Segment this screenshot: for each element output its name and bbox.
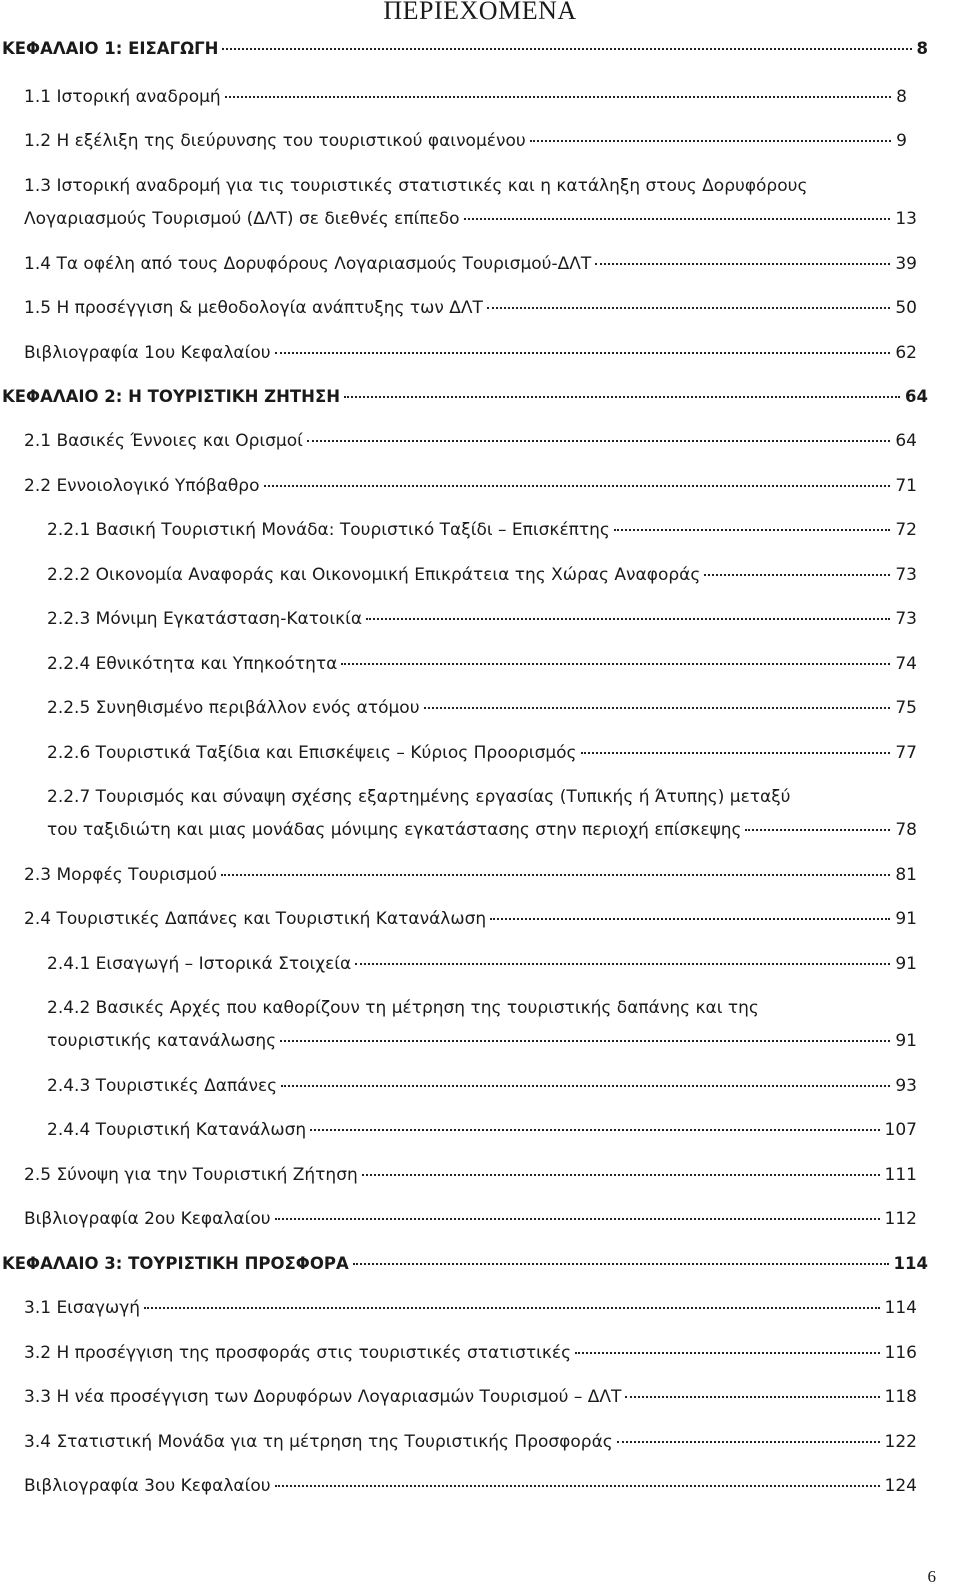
toc-entry-bibliography-1[interactable] xyxy=(24,342,917,364)
toc-entry-title: Λογαριασμούς Τουρισμού (ΔΛΤ) σε διεθνές επίπεδο xyxy=(24,209,460,229)
toc-entry-title: 1.2 Η εξέλιξη της διεύρυνσης του τουριστικού φαινομένου xyxy=(24,131,526,151)
leader-dots xyxy=(144,1307,880,1309)
toc-entry-2-2-1[interactable] xyxy=(47,519,917,541)
page-number: 6 xyxy=(927,1567,936,1586)
toc-entry-page: 91 xyxy=(895,909,917,929)
toc-entry-title: 2.2.2 Οικονομία Αναφοράς και Οικονομική Επικράτεια της Χώρας Αναφοράς xyxy=(47,565,701,585)
toc-entry-2-2-5[interactable] xyxy=(47,697,917,719)
toc-entry-2-2-2[interactable] xyxy=(47,564,917,586)
toc-entry-title: 2.1 Βασικές Έννοιες και Ορισμοί xyxy=(24,431,303,451)
leader-dots xyxy=(221,874,890,876)
toc-entry-bibliography-2[interactable] xyxy=(24,1208,917,1230)
leader-dots xyxy=(575,1352,879,1354)
leader-dots xyxy=(310,1129,879,1131)
toc-entry-title: του ταξιδιώτη και μιας μονάδας μόνιμης εγκατάστασης στην περιοχή επίσκεψης xyxy=(47,820,742,840)
toc-entry-title: 2.4.3 Τουριστικές Δαπάνες xyxy=(47,1076,278,1096)
toc-entry-1-2[interactable] xyxy=(24,130,907,152)
leader-dots xyxy=(614,529,891,531)
toc-entry-2-4-4[interactable] xyxy=(47,1119,917,1141)
leader-dots xyxy=(344,396,900,398)
toc-entry-title: 1.3 Ιστορική αναδρομή για τις τουριστικές στατιστικές και η κατάληξη στους Δορυφόρους xyxy=(24,176,808,196)
toc-entry-2-4-1[interactable] xyxy=(47,953,917,975)
toc-entry-page: 64 xyxy=(905,387,928,406)
toc-entry-title: 2.4.4 Τουριστική Κατανάλωση xyxy=(47,1120,307,1140)
toc-entry-page: 75 xyxy=(895,698,917,718)
toc-entry-2-4-2-cont[interactable] xyxy=(47,1030,917,1052)
toc-entry-page: 78 xyxy=(895,820,917,840)
leader-dots xyxy=(280,1040,890,1042)
leader-dots xyxy=(275,1218,880,1220)
toc-entry-page: 114 xyxy=(884,1298,917,1318)
leader-dots xyxy=(362,1174,880,1176)
toc-entry-page: 77 xyxy=(895,743,917,763)
leader-dots xyxy=(487,307,891,309)
toc-entry-2-1[interactable] xyxy=(24,430,917,452)
toc-entry-page: 114 xyxy=(893,1254,928,1273)
toc-entry-2-2-7[interactable] xyxy=(47,786,793,808)
toc-entry-page: 116 xyxy=(884,1343,917,1363)
toc-entry-title: 2.2.4 Εθνικότητα και Υπηκοότητα xyxy=(47,654,338,674)
leader-dots xyxy=(353,1263,889,1265)
leader-dots xyxy=(595,263,890,265)
toc-entry-1-3[interactable] xyxy=(24,175,809,197)
toc-entry-chapter-3[interactable] xyxy=(2,1253,928,1275)
toc-entry-page: 71 xyxy=(895,476,917,496)
toc-entry-title: 2.5 Σύνοψη για την Τουριστική Ζήτηση xyxy=(24,1165,358,1185)
leader-dots xyxy=(264,485,891,487)
toc-entry-1-5[interactable] xyxy=(24,297,917,319)
toc-entry-2-2-3[interactable] xyxy=(47,608,917,630)
toc-entry-title: Βιβλιογραφία 2ου Κεφαλαίου xyxy=(24,1209,271,1229)
toc-entry-3-3[interactable] xyxy=(24,1386,917,1408)
leader-dots xyxy=(275,352,891,354)
toc-entry-page: 81 xyxy=(895,865,917,885)
toc-entry-page: 91 xyxy=(895,954,917,974)
toc-entry-2-5[interactable] xyxy=(24,1164,917,1186)
toc-entry-page: 93 xyxy=(895,1076,917,1096)
toc-entry-page: 118 xyxy=(884,1387,917,1407)
toc-entry-page: 91 xyxy=(895,1031,917,1051)
leader-dots xyxy=(704,574,890,576)
leader-dots xyxy=(281,1085,890,1087)
toc-entry-page: 72 xyxy=(895,520,917,540)
leader-dots xyxy=(464,218,891,220)
toc-entry-page: 122 xyxy=(884,1432,917,1452)
toc-entry-2-3[interactable] xyxy=(24,864,917,886)
toc-entry-page: 107 xyxy=(884,1120,917,1140)
toc-entry-title: 2.2.6 Τουριστικά Ταξίδια και Επισκέψεις – Κύριος Προορισμός xyxy=(47,743,577,763)
toc-entry-chapter-1[interactable] xyxy=(2,38,928,60)
toc-entry-title: 2.2 Εννοιολογικό Υπόβαθρο xyxy=(24,476,260,496)
leader-dots xyxy=(225,96,891,98)
toc-entry-title: Βιβλιογραφία 1ου Κεφαλαίου xyxy=(24,343,271,363)
toc-entry-title: 2.3 Μορφές Τουρισμού xyxy=(24,865,218,885)
toc-entry-page: 74 xyxy=(895,654,917,674)
toc-entry-title: 2.4.1 Εισαγωγή – Ιστορικά Στοιχεία xyxy=(47,954,352,974)
toc-entry-2-2[interactable] xyxy=(24,475,917,497)
toc-entry-page: 50 xyxy=(895,298,917,318)
toc-entry-title: 1.4 Τα οφέλη από τους Δορυφόρους Λογαριασμούς Τουρισμού-ΔΛΤ xyxy=(24,254,592,274)
leader-dots xyxy=(625,1396,879,1398)
toc-entry-2-4-2[interactable] xyxy=(47,997,761,1019)
toc-entry-title: 3.1 Εισαγωγή xyxy=(24,1298,141,1318)
toc-entry-page: 8 xyxy=(916,39,928,58)
toc-entry-1-3-cont[interactable] xyxy=(24,208,917,230)
toc-entry-page: 9 xyxy=(896,131,907,151)
leader-dots xyxy=(275,1485,880,1487)
toc-entry-1-1[interactable] xyxy=(24,86,907,108)
leader-dots xyxy=(490,918,890,920)
toc-entry-chapter-2[interactable] xyxy=(2,386,928,408)
toc-entry-page: 13 xyxy=(895,209,917,229)
toc-entry-page: 62 xyxy=(895,343,917,363)
toc-entry-page: 111 xyxy=(884,1165,917,1185)
toc-entry-2-2-7-cont[interactable] xyxy=(47,819,917,841)
toc-entry-3-2[interactable] xyxy=(24,1342,917,1364)
toc-entry-page: 73 xyxy=(895,609,917,629)
toc-entry-title: 2.2.7 Τουρισμός και σύναψη σχέσης εξαρτημένης εργασίας (Τυπικής ή Άτυπης) μεταξύ xyxy=(47,787,791,807)
leader-dots xyxy=(617,1441,880,1443)
leader-dots xyxy=(581,752,891,754)
toc-entry-bibliography-3[interactable] xyxy=(24,1475,917,1497)
toc-entry-3-4[interactable] xyxy=(24,1431,917,1453)
toc-entry-2-2-4[interactable] xyxy=(47,653,917,675)
toc-entry-title: 3.3 Η νέα προσέγγιση των Δορυφόρων Λογαριασμών Τουρισμού – ΔΛΤ xyxy=(24,1387,622,1407)
toc-entry-title: ΚΕΦΑΛΑΙΟ 2: Η ΤΟΥΡΙΣΤΙΚΗ ΖΗΤΗΣΗ xyxy=(2,387,341,406)
leader-dots xyxy=(424,707,891,709)
toc-entry-title: 1.5 Η προσέγγιση & μεθοδολογία ανάπτυξης των ΔΛΤ xyxy=(24,298,483,318)
toc-entry-title: ΚΕΦΑΛΑΙΟ 3: ΤΟΥΡΙΣΤΙΚΗ ΠΡΟΣΦΟΡΑ xyxy=(2,1254,349,1273)
leader-dots xyxy=(341,663,890,665)
toc-entry-page: 112 xyxy=(884,1209,917,1229)
toc-entry-title: 1.1 Ιστορική αναδρομή xyxy=(24,87,221,107)
toc-entry-page: 124 xyxy=(884,1476,917,1496)
toc-entry-title: 2.2.1 Βασική Τουριστική Μονάδα: Τουριστικό Ταξίδι – Επισκέπτης xyxy=(47,520,610,540)
toc-entry-title: 3.2 Η προσέγγιση της προσφοράς στις τουριστικές στατιστικές xyxy=(24,1343,572,1363)
toc-entry-title: 2.2.5 Συνηθισμένο περιβάλλον ενός ατόμου xyxy=(47,698,420,718)
toc-entry-2-2-6[interactable] xyxy=(47,742,917,764)
leader-dots xyxy=(222,48,911,50)
toc-entry-title: 2.4.2 Βασικές Αρχές που καθορίζουν τη μέτρηση της τουριστικής δαπάνης και της xyxy=(47,998,759,1018)
toc-entry-2-4-3[interactable] xyxy=(47,1075,917,1097)
toc-entry-page: 39 xyxy=(895,254,917,274)
toc-entry-title: 2.2.3 Μόνιμη Εγκατάσταση-Κατοικία xyxy=(47,609,363,629)
toc-entry-title: 3.4 Στατιστική Μονάδα για τη μέτρηση της Τουριστικής Προσφοράς xyxy=(24,1432,613,1452)
toc-entry-title: 2.4 Τουριστικές Δαπάνες και Τουριστική Κατανάλωση xyxy=(24,909,487,929)
toc-entry-1-4[interactable] xyxy=(24,253,917,275)
toc-entry-3-1[interactable] xyxy=(24,1297,917,1319)
toc-entry-page: 8 xyxy=(896,87,907,107)
leader-dots xyxy=(355,963,890,965)
toc-entry-page: 73 xyxy=(895,565,917,585)
toc-entry-title: τουριστικής κατανάλωσης xyxy=(47,1031,277,1051)
toc-entry-title: ΚΕΦΑΛΑΙΟ 1: ΕΙΣΑΓΩΓΗ xyxy=(2,39,219,58)
leader-dots xyxy=(530,140,891,142)
toc-entry-page: 64 xyxy=(895,431,917,451)
toc-entry-title: Βιβλιογραφία 3ου Κεφαλαίου xyxy=(24,1476,271,1496)
page-title: ΠΕΡΙΕΧΟΜΕΝΑ xyxy=(383,0,577,25)
toc-entry-2-4[interactable] xyxy=(24,908,917,930)
leader-dots xyxy=(307,440,890,442)
leader-dots xyxy=(745,829,890,831)
leader-dots xyxy=(366,618,890,620)
